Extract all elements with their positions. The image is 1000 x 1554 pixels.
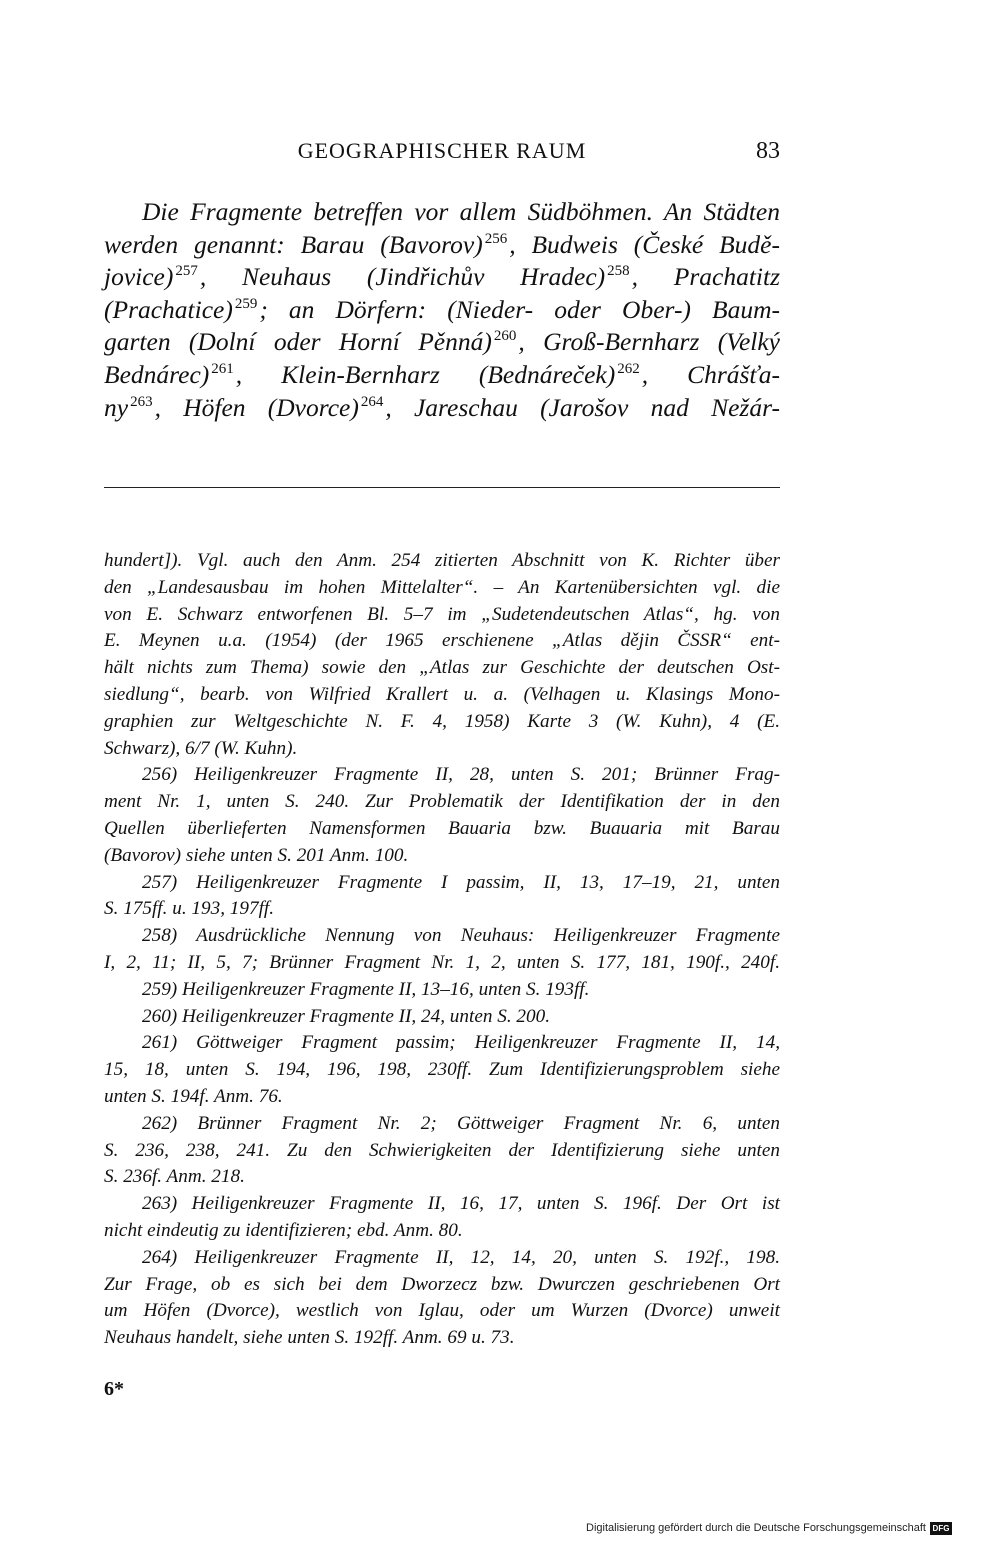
footnote-line: S. 236f. Anm. 218.	[104, 1166, 245, 1188]
dfg-logo: DFG	[930, 1522, 952, 1535]
footnote-line: 260) Heiligenkreuzer Fragmente II, 24, unten S. 200.	[142, 1005, 550, 1027]
footnote-line: Schwarz), 6/7 (W. Kuhn).	[104, 737, 298, 759]
footnote-line: Quellen überlieferten Namensformen Bauaria bzw. Buauaria mit Barau	[104, 817, 780, 839]
footnote-marker[interactable]: 257	[175, 263, 198, 280]
footnote-line: (Bavorov) siehe unten S. 201 Anm. 100.	[104, 844, 409, 866]
footnote-line: 259) Heiligenkreuzer Fragmente II, 13–16, unten S. 193ff.	[142, 978, 590, 1000]
page-number: 83	[756, 138, 780, 164]
body-text-segment: ny	[104, 392, 129, 422]
footnote-marker[interactable]: 258	[607, 263, 630, 280]
body-text-segment: , Jareschau (Jarošov nad Nežár-	[385, 392, 780, 422]
footnote-line: hundert]). Vgl. auch den Anm. 254 zitierten Abschnitt von K. Richter über	[104, 550, 780, 571]
footnote-marker[interactable]: 259	[234, 295, 258, 312]
footnote-marker[interactable]: 256	[484, 230, 508, 247]
body-line	[104, 294, 780, 327]
credit-text: Digitalisierung gefördert durch die Deutsche Forschungsgemeinschaft	[586, 1522, 926, 1534]
footnote-line: 15, 18, unten S. 194, 196, 198, 230ff. Zum Identifizierungsproblem siehe	[104, 1059, 780, 1081]
body-text-segment: Bednárec)	[104, 359, 210, 389]
footnote-separator-rule	[104, 487, 780, 488]
body-text-segment: , Neuhaus (Jindřichův Hradec)	[199, 262, 606, 292]
body-line	[104, 359, 780, 392]
footnote-line: S. 236, 238, 241. Zu den Schwierigkeiten der Identifizierung siehe unten	[104, 1139, 780, 1161]
footnote-line: graphien zur Weltgeschichte N. F. 4, 1958) Karte 3 (W. Kuhn), 4 (E.	[104, 710, 780, 732]
footnote-line: nicht eindeutig zu identifizieren; ebd. Anm. 80.	[104, 1219, 463, 1241]
footnote-line: 258) Ausdrückliche Nennung von Neuhaus: Heiligenkreuzer Fragmente	[142, 925, 780, 947]
body-line	[104, 229, 780, 262]
footnote-line: um Höfen (Dvorce), westlich von Iglau, oder um Wurzen (Dvorce) unweit	[104, 1300, 780, 1322]
body-text-segment: jovice)	[104, 262, 174, 292]
footnote-line: 261) Göttweiger Fragment passim; Heiligenkreuzer Fragmente II, 14,	[142, 1032, 780, 1054]
running-head-title: GEOGRAPHISCHER RAUM	[297, 138, 587, 163]
footnote-line: den „Landesausbau im hohen Mittelalter“. – An Kartenübersichten vgl. die	[104, 576, 780, 598]
body-text-segment: , Groß-Bernharz (Velký	[518, 327, 780, 357]
body-text-segment: , Prachatitz	[631, 262, 780, 292]
body-text-segment: , Höfen (Dvorce)	[154, 392, 359, 422]
body-text-segment: werden genannt: Barau (Bavorov)	[104, 229, 483, 259]
footnote-line: ment Nr. 1, unten S. 240. Zur Problematik der Identifikation der in den	[104, 791, 780, 813]
footnote-line: 262) Brünner Fragment Nr. 2; Göttweiger Fragment Nr. 6, unten	[142, 1112, 780, 1134]
main-text	[104, 196, 780, 424]
footnote-line: siedlung“, bearb. von Wilfried Krallert u. a. (Velhagen u. Klasings Mono-	[104, 683, 780, 705]
body-line	[104, 326, 780, 359]
signature-mark: 6*	[104, 1378, 124, 1400]
body-text-segment: (Prachatice)	[104, 294, 233, 324]
footnote-marker[interactable]: 264	[360, 393, 384, 410]
body-text-segment: Die Fragmente betreffen vor allem Südböhmen. An Städten	[142, 197, 780, 226]
body-line	[104, 392, 780, 425]
body-text-segment: , Budweis (České Budě-	[509, 229, 780, 259]
footnote-line: von E. Schwarz entworfenen Bl. 5–7 im „Sudetendeutschen Atlas“, hg. von	[104, 603, 780, 625]
footnote-line: hält nichts zum Thema) sowie den „Atlas zur Geschichte der deutschen Ost-	[104, 657, 780, 679]
body-text-segment: garten (Dolní oder Horní Pěnná)	[104, 327, 492, 357]
footnote-marker[interactable]: 263	[130, 393, 153, 410]
footnote-line: S. 175ff. u. 193, 197ff.	[104, 898, 275, 920]
body-line	[104, 196, 780, 229]
footnote-line: Neuhaus handelt, siehe unten S. 192ff. Anm. 69 u. 73.	[104, 1327, 515, 1349]
footnote-line: unten S. 194f. Anm. 76.	[104, 1085, 283, 1107]
footnote-marker[interactable]: 262	[617, 360, 640, 377]
body-text-segment: ; an Dörfern: (Nieder- oder Ober-) Baum-	[259, 294, 780, 324]
footnote-line: E. Meynen u.a. (1954) (der 1965 erschienene „Atlas dějin ČSSR“ ent-	[104, 630, 780, 652]
body-text-segment: , Chrášťa-	[641, 359, 780, 389]
footnote-line: Zur Frage, ob es sich bei dem Dworzecz bzw. Dwurczen geschriebenen Ort	[104, 1273, 780, 1295]
footnote-line: 264) Heiligenkreuzer Fragmente II, 12, 14, 20, unten S. 192f., 198.	[142, 1246, 780, 1268]
body-line	[104, 261, 780, 294]
footnote-line: 257) Heiligenkreuzer Fragmente I passim, II, 13, 17–19, 21, unten	[142, 871, 780, 893]
body-text-segment: , Klein-Bernharz (Bednáreček)	[235, 359, 616, 389]
running-head	[104, 138, 780, 168]
footnote-line: 256) Heiligenkreuzer Fragmente II, 28, unten S. 201; Brünner Frag-	[142, 764, 780, 786]
footnote-marker[interactable]: 260	[493, 328, 517, 345]
footnote-marker[interactable]: 261	[211, 360, 234, 377]
footnote-line: 263) Heiligenkreuzer Fragmente II, 16, 17, unten S. 196f. Der Ort ist	[142, 1193, 780, 1215]
footnotes	[104, 548, 780, 1352]
digitization-credit	[586, 1520, 952, 1536]
footnote-line: I, 2, 11; II, 5, 7; Brünner Fragment Nr. 1, 2, unten S. 177, 181, 190f., 240f.	[104, 951, 780, 973]
